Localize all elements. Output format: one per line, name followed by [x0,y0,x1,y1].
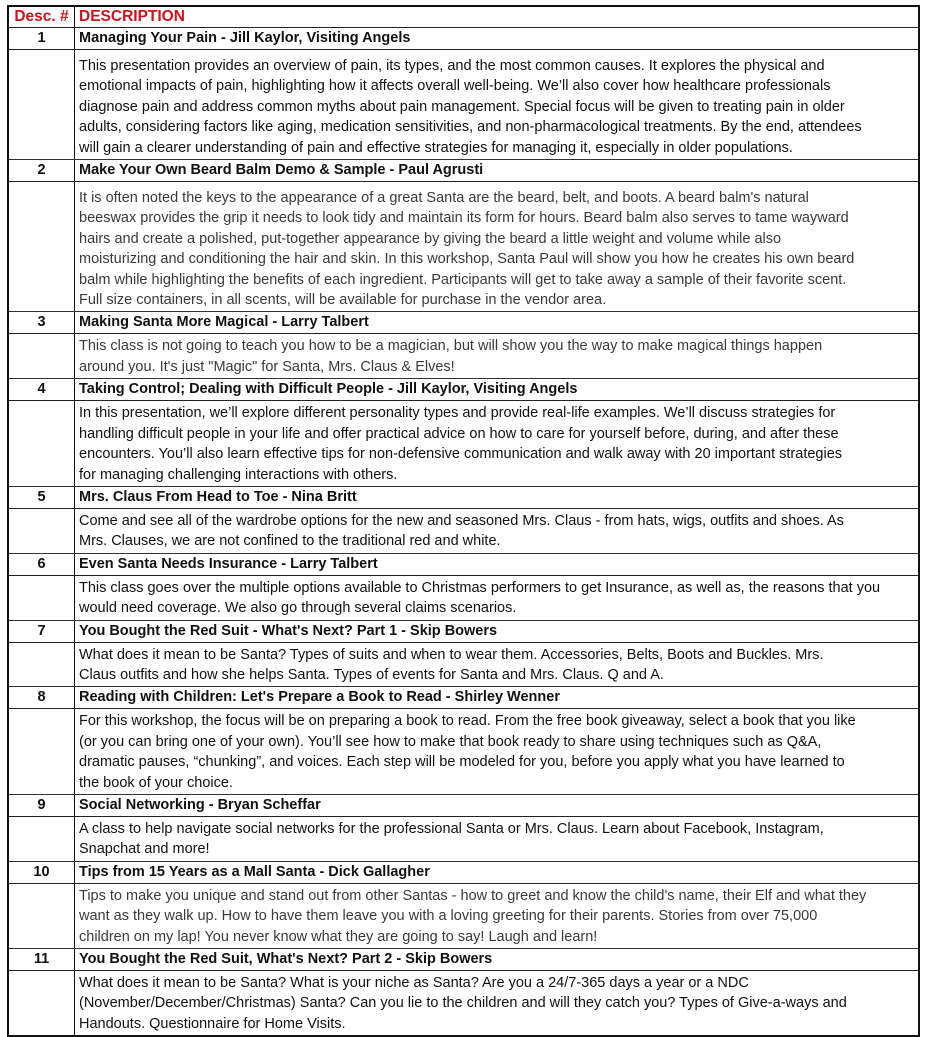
session-description [75,883,920,948]
session-description-row [8,575,919,620]
description-line: beeswax provides the grip it needs to look tidy and maintain its form for hours. Beard balm also serves to tame wayward [79,210,849,227]
empty-cell [8,182,75,312]
description-line: Mrs. Clauses, we are not confined to the traditional red and white. [79,533,501,550]
session-description-row [8,50,919,160]
session-title-row [8,861,919,883]
session-title-row [8,620,919,642]
session-title-row [8,794,919,816]
description-line: This presentation provides an overview of pain, its types, and the most common causes. It explores the physical and [79,58,825,74]
empty-cell [8,883,75,948]
descriptions-table [7,5,920,1037]
session-description-row [8,182,919,312]
session-number: 2 [8,160,75,182]
session-title: Making Santa More Magical - Larry Talbert [75,312,920,334]
session-title: Managing Your Pain - Jill Kaylor, Visiting Angels [75,28,920,50]
session-number: 4 [8,379,75,401]
session-title: Tips from 15 Years as a Mall Santa - Dick Gallagher [75,861,920,883]
header-desc-number: Desc. # [8,6,75,28]
description-line: Claus outfits and how she helps Santa. Types of events for Santa and Mrs. Claus. Q and A. [79,666,664,683]
session-number: 5 [8,486,75,508]
session-description-row [8,816,919,861]
description-line: want as they walk up. How to have them leave you with a loving greeting for their parents. Stories from over 75,000 [79,908,818,925]
session-description [75,334,920,379]
session-description [75,971,920,1037]
empty-cell [8,50,75,160]
empty-cell [8,334,75,379]
session-title: Social Networking - Bryan Scheffar [75,794,920,816]
description-line: Full size containers, in all scents, will be available for purchase in the vendor area. [79,292,607,309]
session-description-row [8,508,919,553]
session-description [75,508,920,553]
description-line: handling difficult people in your life and offer practical advice on how to care for yourself before, during, and after these [79,425,839,442]
description-line: around you. It's just "Magic" for Santa, Mrs. Claus & Elves! [79,358,455,375]
session-title-row [8,553,919,575]
description-line: the book of your choice. [79,774,233,791]
empty-cell [8,642,75,687]
session-description-row [8,642,919,687]
description-line: (November/December/Christmas) Santa? Can you lie to the children and will they catch you? Types of Give-a-ways and [79,995,847,1012]
empty-cell [8,971,75,1037]
session-description [75,816,920,861]
description-line: adults, considering factors like aging, medication sensitivities, and non-pharmacological treatments. By the end, attendees [79,119,862,136]
session-title: You Bought the Red Suit, What's Next? Part 2 - Skip Bowers [75,949,920,971]
session-description-row [8,334,919,379]
description-line: moisturizing and conditioning the hair and skin. In this workshop, Santa Paul will show you how he creates his own beard [79,251,855,268]
description-line: What does it mean to be Santa? Types of suits and when to wear them. Accessories, Belts, Boots and Buckles. Mrs. [79,646,824,663]
description-line: emotional impacts of pain, highlighting how it affects overall well-being. We’ll also cover how healthcare professionals [79,78,831,95]
session-description [75,709,920,795]
session-title-row [8,486,919,508]
description-line: A class to help navigate social networks for the professional Santa or Mrs. Claus. Learn about Facebook, Instagram, [79,820,824,837]
description-line: would need coverage. We also go through several claims scenarios. [79,600,517,617]
session-number: 8 [8,687,75,709]
session-description [75,182,920,312]
session-description [75,642,920,687]
description-line: children on my lap! You never know what they are going to say! Laugh and learn! [79,928,598,945]
description-line: (or you can bring one of your own). You’ll see how to make that book ready to share using techniques such as Q&A, [79,733,822,750]
session-description [75,575,920,620]
session-title-row [8,949,919,971]
description-line: It is often noted the keys to the appearance of a great Santa are the beard, belt, and boots. A beard balm's natural [79,190,809,207]
description-line: Come and see all of the wardrobe options for the new and seasoned Mrs. Claus - from hats, wigs, outfits and shoes. As [79,512,844,529]
description-line: hairs and create a polished, put-together appearance by giving the beard a little weight and volume while also [79,230,782,247]
session-description-row [8,883,919,948]
description-line: Tips to make you unique and stand out from other Santas - how to greet and know the child's name, their Elf and what they [79,887,867,904]
session-title: Even Santa Needs Insurance - Larry Talbert [75,553,920,575]
description-line: balm while highlighting the benefits of each ingredient. Participants will get to take away a sample of their favorite scent. [79,271,847,288]
description-line: will gain a clearer understanding of pain and effective strategies for managing it, especially in older populations. [79,139,793,156]
description-line: Handouts. Questionnaire for Home Visits. [79,1015,346,1032]
empty-cell [8,575,75,620]
header-row [8,6,919,28]
description-line: What does it mean to be Santa? What is your niche as Santa? Are you a 24/7-365 days a year or a NDC [79,975,749,991]
session-description-row [8,971,919,1037]
description-line: Snapchat and more! [79,841,210,858]
description-line: for managing challenging interactions with others. [79,466,398,483]
session-title-row [8,312,919,334]
description-line: For this workshop, the focus will be on preparing a book to read. From the free book giveaway, select a book that you like [79,713,856,730]
session-number: 9 [8,794,75,816]
session-description-row [8,401,919,487]
session-number: 11 [8,949,75,971]
session-title: You Bought the Red Suit - What's Next? Part 1 - Skip Bowers [75,620,920,642]
session-number: 10 [8,861,75,883]
session-title-row [8,160,919,182]
session-description-row [8,709,919,795]
session-number: 3 [8,312,75,334]
description-line: This class is not going to teach you how to be a magician, but will show you the way to make magical things happen [79,338,823,355]
empty-cell [8,709,75,795]
session-title: Make Your Own Beard Balm Demo & Sample - Paul Agrusti [75,160,920,182]
session-title: Taking Control; Dealing with Difficult People - Jill Kaylor, Visiting Angels [75,379,920,401]
empty-cell [8,508,75,553]
session-number: 1 [8,28,75,50]
description-line: This class goes over the multiple options available to Christmas performers to get Insurance, as well as, the reasons that you [79,579,881,596]
description-line: In this presentation, we’ll explore different personality types and provide real-life examples. We’ll discuss strategies for [79,405,836,422]
session-title-row [8,379,919,401]
session-number: 7 [8,620,75,642]
description-line: encounters. You’ll also learn effective tips for non-defensive communication and walk away with 20 important strategies [79,446,843,463]
session-number: 6 [8,553,75,575]
session-description [75,401,920,487]
header-description: DESCRIPTION [75,6,920,28]
empty-cell [8,816,75,861]
session-description [75,50,920,160]
session-title: Reading with Children: Let's Prepare a Book to Read - Shirley Wenner [75,687,920,709]
description-line: diagnose pain and address common myths about pain management. Special focus will be given to treating pain in older [79,98,845,115]
session-title-row [8,687,919,709]
session-title-row [8,28,919,50]
session-title: Mrs. Claus From Head to Toe - Nina Britt [75,486,920,508]
empty-cell [8,401,75,487]
description-line: dramatic pauses, “chunking”, and voices. Each step will be modeled for you, before you apply what you have learned to [79,754,845,771]
